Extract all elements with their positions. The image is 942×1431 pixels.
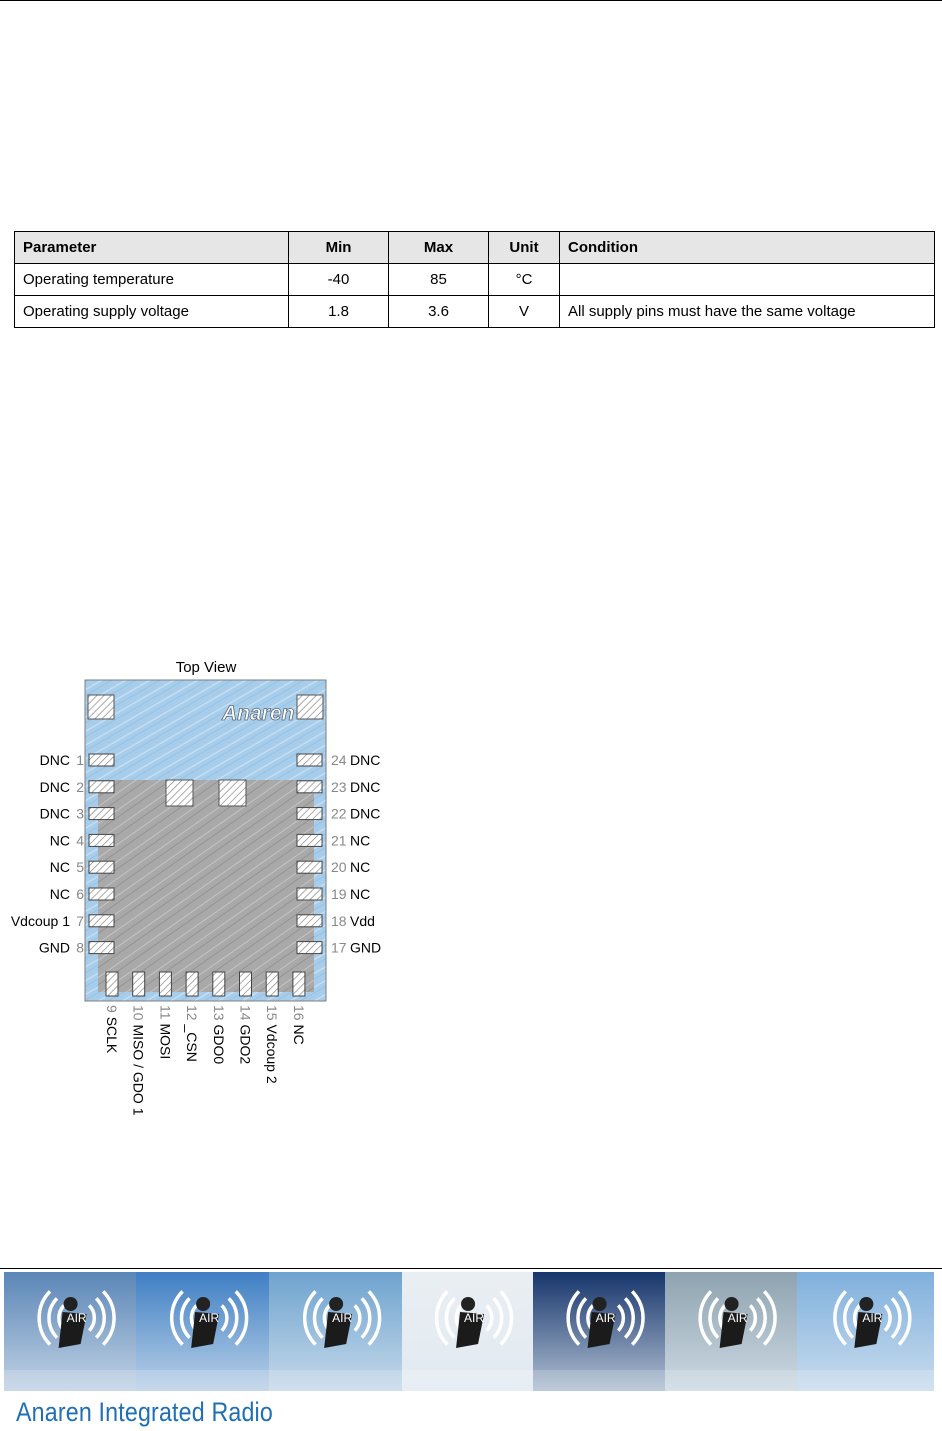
pin-number: 7 bbox=[76, 912, 84, 929]
pin-pad bbox=[89, 888, 114, 900]
pin-label: NC bbox=[49, 859, 70, 876]
air-badge: AIR bbox=[66, 1311, 87, 1325]
cell-unit: V bbox=[489, 296, 560, 328]
pin-number: 4 bbox=[76, 832, 84, 849]
air-badge: AIR bbox=[727, 1311, 748, 1325]
pin-label: 12 _CSN bbox=[184, 1005, 201, 1062]
pin-label: Vdcoup 1 bbox=[10, 912, 70, 929]
pin-pad bbox=[89, 942, 114, 954]
cyclist-icon bbox=[269, 1272, 402, 1391]
snowboarder-icon bbox=[402, 1272, 533, 1391]
pin-label: DNC bbox=[350, 752, 381, 768]
pin-number: 2 bbox=[76, 778, 84, 795]
pin-number: 23 bbox=[331, 778, 347, 795]
header-unit: Unit bbox=[489, 232, 560, 264]
skateboarder-icon bbox=[4, 1272, 136, 1391]
pin-pad bbox=[293, 972, 305, 996]
pin-label: NC bbox=[350, 886, 371, 902]
pin-number: 17 bbox=[331, 939, 347, 956]
pin-number: 22 bbox=[331, 805, 347, 822]
pin-label: NC bbox=[49, 886, 70, 902]
center-pad bbox=[219, 780, 246, 806]
cell-condition: All supply pins must have the same voltage bbox=[560, 296, 935, 328]
pin-label: 11 MOSI bbox=[157, 1005, 174, 1060]
pin-pad bbox=[89, 808, 114, 820]
pin-pad bbox=[89, 861, 114, 873]
kayaker-icon bbox=[665, 1272, 797, 1391]
anaren-logo: Anaren bbox=[222, 702, 295, 725]
pin-pad bbox=[297, 781, 322, 793]
pin-label: 13 GDO0 bbox=[210, 1005, 227, 1065]
footer-banner bbox=[4, 1272, 934, 1391]
header-parameter: Parameter bbox=[15, 232, 289, 264]
air-badge: AIR bbox=[464, 1311, 485, 1325]
pin-number: 20 bbox=[331, 859, 347, 876]
pin-pad bbox=[159, 972, 171, 996]
banner-tile-windsurfer bbox=[533, 1272, 665, 1391]
pin-pad bbox=[297, 754, 322, 766]
skier-icon bbox=[136, 1272, 269, 1391]
pin-pad bbox=[266, 972, 278, 996]
banner-tile-kayaker bbox=[665, 1272, 797, 1391]
table-row bbox=[15, 296, 935, 328]
pin-label: NC bbox=[350, 859, 371, 876]
pin-number: 3 bbox=[76, 805, 84, 822]
pin-label: DNC bbox=[39, 778, 70, 795]
header-rule bbox=[0, 0, 942, 1]
pin-label: DNC bbox=[39, 752, 70, 768]
corner-pad bbox=[297, 695, 323, 719]
operating-conditions-table bbox=[14, 231, 935, 328]
pin-pad bbox=[186, 972, 198, 996]
pin-pad bbox=[297, 834, 322, 846]
pin-pad bbox=[240, 972, 252, 996]
pin-pad bbox=[297, 915, 322, 927]
rf-shield bbox=[98, 780, 314, 992]
pin-label: 16 NC bbox=[290, 1005, 307, 1045]
banner-tile-skateboarder bbox=[4, 1272, 136, 1391]
cell-condition bbox=[560, 264, 935, 296]
pin-label: 15 Vdcoup 2 bbox=[264, 1005, 281, 1084]
banner-tile-skier bbox=[136, 1272, 269, 1391]
pin-label: NC bbox=[350, 832, 371, 849]
jumper-icon bbox=[797, 1272, 934, 1391]
header-min: Min bbox=[289, 232, 389, 264]
cell-max: 3.6 bbox=[389, 296, 489, 328]
windsurfer-icon bbox=[533, 1272, 665, 1391]
cell-min: 1.8 bbox=[289, 296, 389, 328]
corner-pad bbox=[88, 695, 114, 719]
table-header-row bbox=[15, 232, 935, 264]
air-badge: AIR bbox=[199, 1311, 220, 1325]
banner-tile-jumper bbox=[797, 1272, 934, 1391]
pin-number: 5 bbox=[76, 859, 84, 876]
diagram-title: Top View bbox=[175, 659, 237, 676]
pin-pad bbox=[297, 942, 322, 954]
pin-label: 14 GDO2 bbox=[237, 1005, 254, 1065]
pin-label: DNC bbox=[350, 778, 381, 795]
air-badge: AIR bbox=[862, 1311, 883, 1325]
cell-max: 85 bbox=[389, 264, 489, 296]
pin-number: 8 bbox=[76, 939, 84, 956]
cell-parameter: Operating temperature bbox=[15, 264, 289, 296]
pin-label: DNC bbox=[350, 805, 381, 822]
header-condition: Condition bbox=[560, 232, 935, 264]
pin-label: 9 SCLK bbox=[104, 1005, 120, 1054]
pin-pad bbox=[133, 972, 145, 996]
table-row bbox=[15, 264, 935, 296]
pin-number: 1 bbox=[76, 752, 84, 768]
pin-number: 18 bbox=[331, 912, 347, 929]
pin-label: GND bbox=[38, 939, 70, 956]
cell-parameter: Operating supply voltage bbox=[15, 296, 289, 328]
pin-label: NC bbox=[49, 832, 70, 849]
header-max: Max bbox=[389, 232, 489, 264]
pin-pad bbox=[297, 808, 322, 820]
pin-pad bbox=[213, 972, 225, 996]
pin-label: Vdd bbox=[350, 912, 375, 929]
pin-pad bbox=[89, 834, 114, 846]
pin-pad bbox=[297, 888, 322, 900]
pin-number: 21 bbox=[331, 832, 347, 849]
pin-number: 6 bbox=[76, 886, 84, 902]
center-pad bbox=[166, 780, 193, 806]
pin-pad bbox=[89, 754, 114, 766]
pin-label: DNC bbox=[39, 805, 70, 822]
brand-name: Anaren Integrated Radio bbox=[16, 1397, 273, 1427]
pin-pad bbox=[106, 972, 118, 996]
cell-min: -40 bbox=[289, 264, 389, 296]
banner-tile-snowboarder bbox=[402, 1272, 533, 1391]
pin-number: 19 bbox=[331, 886, 347, 902]
banner-tile-cyclist bbox=[269, 1272, 402, 1391]
air-badge: AIR bbox=[332, 1311, 353, 1325]
cell-unit: °C bbox=[489, 264, 560, 296]
pin-number: 24 bbox=[331, 752, 347, 768]
pin-label: GND bbox=[350, 939, 382, 956]
pin-label: 10 MISO / GDO 1 bbox=[130, 1005, 147, 1116]
air-badge: AIR bbox=[595, 1311, 616, 1325]
pin-pad bbox=[89, 781, 114, 793]
pin-pad bbox=[297, 861, 322, 873]
module-pinout-diagram bbox=[0, 650, 420, 1130]
pin-pad bbox=[89, 915, 114, 927]
footer-rule bbox=[0, 1268, 942, 1269]
